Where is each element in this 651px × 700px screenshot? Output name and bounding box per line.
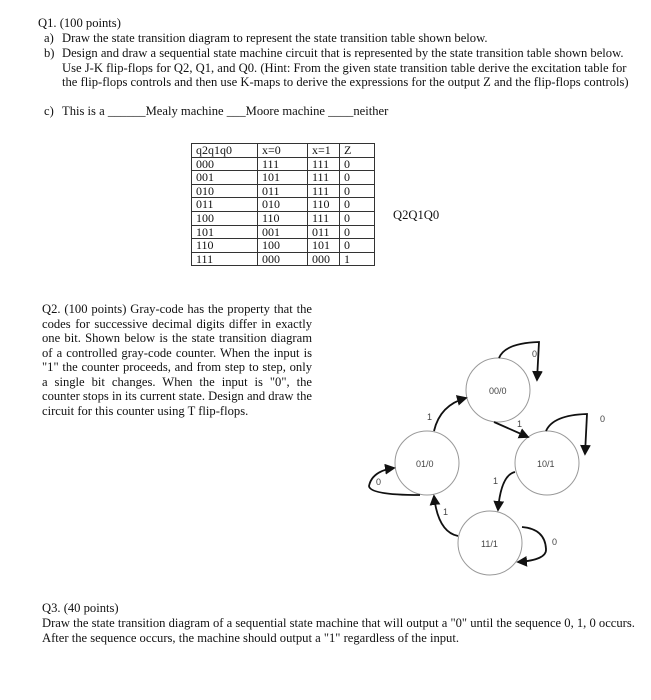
table-cell: 011 <box>192 198 258 212</box>
q3-text: Draw the state transition diagram of a sequential state machine that will output a "0" until the sequence 0, 1, 0 occurs. After the sequence occurs, the machine should output a "1" regardless of the input. <box>42 616 635 645</box>
table-cell: 0 <box>340 157 375 171</box>
edge-10-self <box>546 414 587 454</box>
edge-label: 0 <box>532 349 538 359</box>
table-cell: 0 <box>340 198 375 212</box>
table-cell: 000 <box>308 252 340 266</box>
q3-title: Q3. (40 points) <box>42 601 119 615</box>
q2-text: Q2. (100 points) Gray-code has the property that the codes for successive decimal digits differ in exactly one bit. Shown below is the state transition diagram of a controlled gray-code counter. When the input is "1" the counter proceeds, and from step to step, only a single bit changes. When the input is "0", the counter stops in its current state. Design and draw the circuit for this counter using T flip-flops. <box>42 302 312 418</box>
table-cell: 011 <box>258 184 308 198</box>
edge-00-self <box>499 342 539 380</box>
table-cell: 110 <box>258 211 308 225</box>
header-cell: x=0 <box>258 144 308 158</box>
edge-10-to-11 <box>498 472 515 510</box>
q1-title: Q1. (100 points) <box>38 16 121 30</box>
table-cell: 100 <box>192 211 258 225</box>
table-cell: 111 <box>258 157 308 171</box>
edge-label: 1 <box>443 507 449 517</box>
table-cell: 011 <box>308 225 340 239</box>
table-cell: 0 <box>340 171 375 185</box>
table-cell: 000 <box>258 252 308 266</box>
table-cell: 0 <box>340 225 375 239</box>
q1-c-label: c) <box>44 104 54 118</box>
table-cell: 001 <box>192 171 258 185</box>
edge-01-to-00 <box>434 398 466 431</box>
q1-a-text: Draw the state transition diagram to represent the state transition table shown below. <box>62 31 488 45</box>
table-cell: 101 <box>308 239 340 253</box>
q1-side-label: Q2Q1Q0 <box>393 208 440 222</box>
table-cell: 101 <box>258 171 308 185</box>
q1-c-text: This is a ______Mealy machine ___Moore machine ____neither <box>62 104 389 118</box>
edge-label: 1 <box>427 412 433 422</box>
q1-a-label: a) <box>44 31 54 45</box>
table-cell: 001 <box>258 225 308 239</box>
table-cell: 111 <box>308 171 340 185</box>
q1-b-label: b) <box>44 46 55 60</box>
table-cell: 1 <box>340 252 375 266</box>
edge-label: 0 <box>600 414 606 424</box>
table-cell: 0 <box>340 239 375 253</box>
header-cell: q2q1q0 <box>192 144 258 158</box>
edge-label: 1 <box>517 419 523 429</box>
table-cell: 0 <box>340 211 375 225</box>
state-label: 00/0 <box>489 386 507 396</box>
table-cell: 010 <box>258 198 308 212</box>
table-cell: 100 <box>258 239 308 253</box>
table-cell: 111 <box>308 184 340 198</box>
table-cell: 101 <box>192 225 258 239</box>
edge-00-to-10 <box>494 422 528 437</box>
state-label: 10/1 <box>537 459 555 469</box>
state-label: 01/0 <box>416 459 434 469</box>
edge-label: 0 <box>376 477 382 487</box>
table-cell: 110 <box>308 198 340 212</box>
table-cell: 0 <box>340 184 375 198</box>
table-cell: 110 <box>192 239 258 253</box>
header-cell: x=1 <box>308 144 340 158</box>
q1-b-text: Design and draw a sequential state machine circuit that is represented by the state transition table shown below. Use J-K flip-flops for Q2, Q1, and Q0. (Hint: From the given state transition table derive the excitation table for the flip-flops controls and then use K-maps to derive the expressions for the output Z and the flip-flops controls) <box>62 46 629 89</box>
table-cell: 111 <box>308 157 340 171</box>
table-cell: 010 <box>192 184 258 198</box>
state-label: 11/1 <box>481 539 498 549</box>
header-cell: Z <box>340 144 375 158</box>
edge-label: 0 <box>552 537 558 547</box>
table-cell: 111 <box>192 252 258 266</box>
table-cell: 111 <box>308 211 340 225</box>
edge-label: 1 <box>493 476 499 486</box>
table-cell: 000 <box>192 157 258 171</box>
